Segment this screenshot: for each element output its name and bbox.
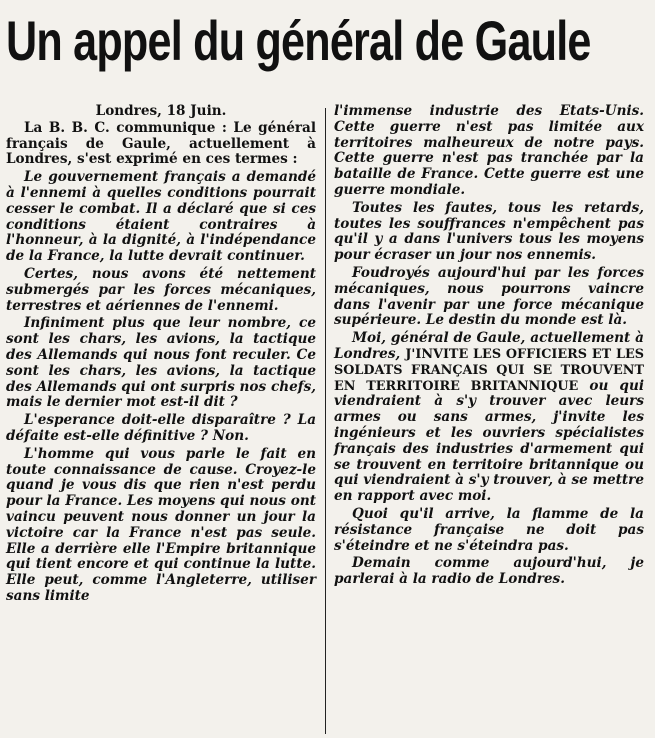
article-column-2 (334, 104, 644, 590)
quote-paragraph-9 (334, 331, 644, 505)
quote-paragraph-5: L'homme qui vous parle le fait en toute connaissance de cause. Croyez-le quand je vous dis que rien n'est perdu pour la France. Les moyens qui nous ont vaincu peuvent nous donner un jour la victoire car la France n'est pas seule. Elle a derrière elle l'Empire britannique qui tient encore et qui continue la lutte. Elle peut, comme l'Angleterre, utiliser sans limite (6, 445, 316, 604)
appeal-start: Moi, général de Gaule, actuellement à Londres, (334, 330, 644, 362)
quote-paragraph-7: Toutes les fautes, tous les retards, toutes les souffrances n'empêchent pas qu'il y a dans l'univers tous les moyens pour écraser un jour nos ennemis. (334, 199, 644, 264)
appeal-end: ou qui viendraient à s'y trouver avec leurs armes ou sans armes, j'invite les ingénieurs et les ouvriers spécialistes français des industries d'armement qui se trouvent en territoire britannique ou qui viendraient à s'y trouver, à se mettre en rapport avec moi. (334, 377, 644, 505)
quote-paragraph-3: Infiniment plus que leur nombre, ce sont les chars, les avions, la tactique des Allemands qui nous font reculer. Ce sont les chars, les avions, la tactique des Allemands qui ont surpris nos chefs, mais le dernier mot est-il dit ? (6, 315, 316, 411)
quote-paragraph-10: Quoi qu'il arrive, la flamme de la résistance française ne doit pas s'éteindre et ne s'éteindra pas. (334, 505, 644, 554)
quote-paragraph-8: Foudroyés aujourd'hui par les forces mécaniques, nous pourrons vaincre dans l'avenir par une force mécanique supérieure. Le destin du monde est là. (334, 264, 644, 329)
dateline: Londres, 18 Juin. (95, 103, 227, 119)
quote-paragraph-4: L'esperance doit-elle disparaître ? La défaite est-elle définitive ? Non. (6, 412, 316, 444)
column-divider (325, 108, 326, 734)
quote-paragraph-1: Le gouvernement français a demandé à l'ennemi à quelles conditions pourrait cesser le combat. Il a déclaré que si ces conditions étaient contraires à l'honneur, à la dignité, à l'indépendance de la France, la lutte devrait continuer. (6, 169, 316, 265)
intro-paragraph: La B. B. C. communique : Le général français de Gaule, actuellement à Londres, s'est exprimé en ces termes : (6, 119, 316, 168)
quote-paragraph-6: l'immense industrie des Etats-Unis. Cette guerre n'est pas limitée aux territoires malheureux de notre pays. Cette guerre n'est pas tranchée par la bataille de France. Cette guerre est une guerre mondiale. (334, 103, 644, 198)
quote-paragraph-2: Certes, nous avons été nettement submergés par les forces mécaniques, terrestres et aériennes de l'ennemi. (6, 265, 316, 314)
article-column-1 (6, 103, 316, 607)
appeal-caps: J'INVITE LES OFFICIERS ET LES SOLDATS FRANÇAIS QUI SE TROUVENT EN TERRITOIRE BRITANNIQUE (334, 346, 644, 394)
quote-paragraph-11: Demain comme aujourd'hui, je parlerai à la radio de Londres. (334, 555, 644, 588)
headline: Un appel du général de Gaule (6, 9, 591, 72)
